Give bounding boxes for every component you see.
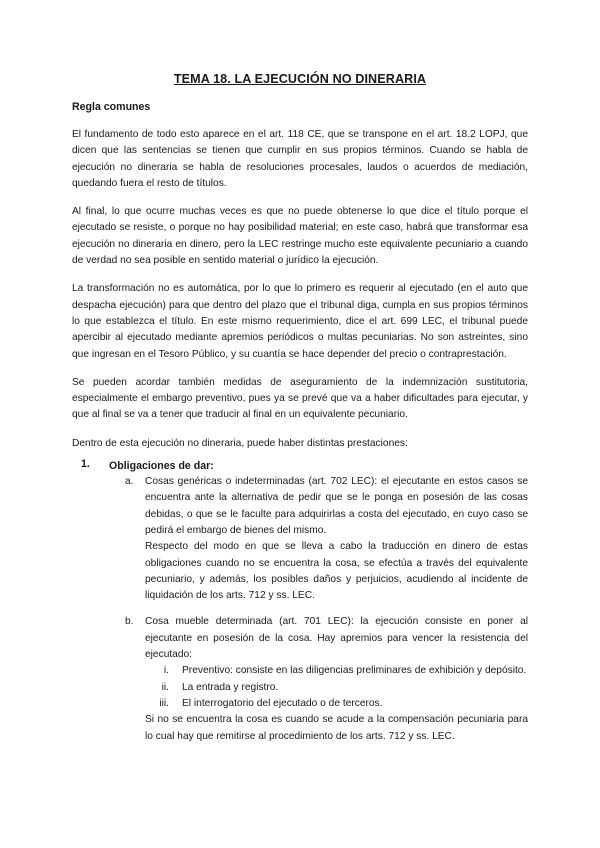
list-number: 1. — [81, 458, 90, 471]
list-item-extra: Si no se encuentra la cosa es cuando se acude a la compensación pecuniaria para lo cual hay que remitirse al procedimiento de los arts. 712 y ss. LEC. — [145, 714, 528, 742]
list-item-text: El interrogatorio del ejecutado o de terceros. — [182, 697, 383, 709]
list-item-text: Cosa mueble determinada (art. 701 LEC): la ejecución consiste en poner al ejecutante en posesión de la cosa. Hay apremios para vencer la resistencia del ejecutado: — [145, 616, 528, 661]
list-item — [145, 663, 528, 679]
page-title: TEMA 18. LA EJECUCIÓN NO DINERARIA — [173, 72, 427, 86]
paragraph-2: Al final, lo que ocurre muchas veces es que no puede obtenerse lo que dice el título porque el ejecutado se resiste, o porque no hay posibilidad material; en este caso, habrá que transformar esa ejecución no dineraria en dinero, pero la LEC restringe mucho este equivalente pecuniario a cuando de verdad no sea posible en sentido material o jurídico la ejecución. — [72, 206, 528, 267]
paragraph-3: La transformación no es automática, por lo que lo primero es requerir al ejecutado (en el auto que despacha ejecución) para que dentro del plazo que el tribunal diga, cumpla en sus propios términos lo que establezca el título. En este mismo requerimiento, dice el art. 699 LEC, el tribunal puede apercibir al ejecutado mediante apremios periódicos o multas pecuniarias. No son astreintes, sino que ingresan en el Tesoro Público, y su cuantía se hace depender del precio o contraprestación. — [72, 283, 528, 360]
list-item-text: Preventivo: consiste en las diligencias preliminares de exhibición y depósito. — [182, 665, 527, 677]
list-item — [109, 614, 528, 744]
list-item — [72, 458, 528, 745]
paragraph-5: Dentro de esta ejecución no dineraria, puede haber distintas prestaciones: — [72, 437, 408, 449]
paragraph-1: El fundamento de todo esto aparece en el art. 118 CE, que se transpone en el art. 18.2 LOPJ, que dicen que las sentencias se tienen que cumplir en sus propios términos. Cuando se habla de ejecución no dineraria se habla de resoluciones procesales, laudos o acuerdos de mediación, quedando fuera el resto de títulos. — [72, 129, 528, 189]
list-item-text: La entrada y registro. — [182, 681, 279, 693]
list-item — [145, 696, 528, 712]
section-heading: Regla comunes — [72, 101, 151, 113]
list-roman: ii. — [161, 681, 169, 693]
lettered-list — [109, 474, 528, 745]
list-item-title: Obligaciones de dar: — [109, 460, 214, 473]
list-item — [109, 474, 528, 604]
roman-list — [145, 663, 528, 712]
numbered-list — [72, 458, 528, 745]
list-roman: iii. — [159, 697, 169, 709]
list-item — [145, 680, 528, 696]
list-item-extra: Respecto del modo en que se lleva a cabo la traducción en dinero de estas obligaciones cuando no se encuentra la cosa, se efectúa a través del equivalente pecuniario, y además, los posibles daños y perjuicios, acudiendo al incidente de liquidación de los arts. 712 y ss. LEC. — [145, 541, 528, 602]
list-letter: a. — [125, 476, 134, 488]
paragraph-4: Se pueden acordar también medidas de aseguramiento de la indemnización sustitutoria, especialmente el embargo preventivo, pues ya se prevé que va a haber dificultades para ejecutar, y que al final se va a tener que traducir al final en un equivalente pecuniario. — [72, 376, 528, 421]
list-item-text: Cosas genéricas o indeterminadas (art. 702 LEC): el ejecutante en estos casos se encuentra ante la alternativa de pedir que se le ponga en posesión de las cosas debidas, o que se le faculte para adquirirlas a costa del ejecutado, en cuyo caso se pedirá el embargo de bienes del mismo. — [145, 476, 528, 536]
document-page — [72, 70, 528, 755]
list-letter: b. — [125, 616, 134, 628]
list-roman: i. — [163, 665, 169, 677]
